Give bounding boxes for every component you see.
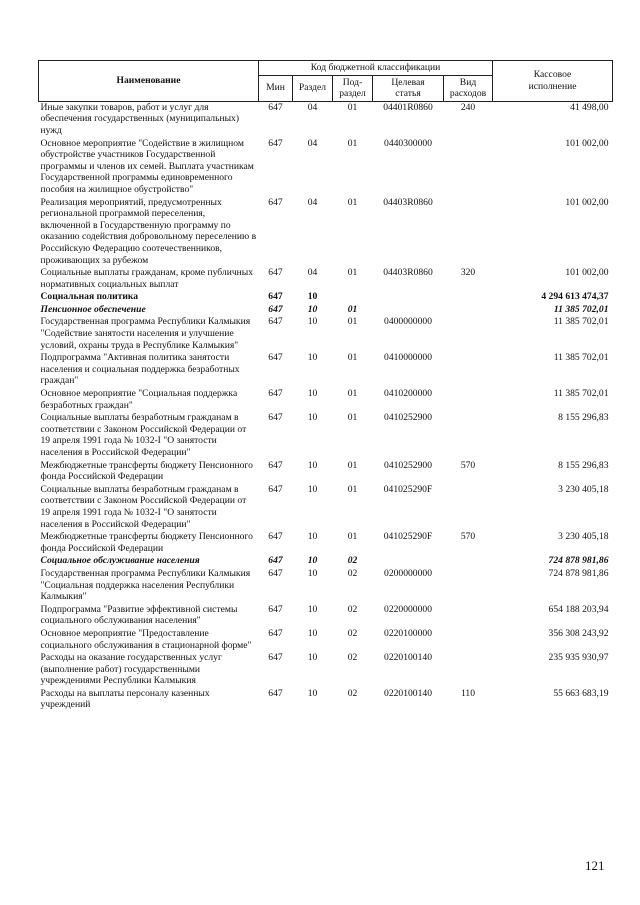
row-vid: 570 (460, 459, 476, 471)
row-name: Иные закупки товаров, работ и услуг для обеспечения государственных (муниципальных) нужд (40, 101, 240, 136)
row-podrazdel: 02 (347, 603, 358, 615)
row-vid (444, 316, 493, 352)
table-row (39, 316, 613, 352)
table-row (39, 555, 613, 568)
table-row (39, 531, 613, 555)
row-sum: 55 663 683,19 (553, 687, 609, 699)
row-min: 647 (268, 459, 283, 471)
row-min: 647 (268, 531, 283, 543)
table-row (39, 484, 613, 531)
header-code-group: Код бюджетной классификации (259, 61, 493, 76)
row-min: 647 (268, 687, 283, 699)
row-razdel: 10 (307, 412, 318, 424)
table-row (39, 688, 613, 712)
row-celevaya (373, 304, 444, 317)
budget-table (38, 60, 613, 712)
row-podrazdel: 01 (347, 137, 358, 149)
row-name: Основное мероприятие "Предоставление социального обслуживания в стационарной форме" (40, 627, 252, 651)
row-sum: 101 002,00 (565, 267, 609, 279)
row-name: Пенсионное обеспечение (40, 303, 146, 315)
row-celevaya: 04401R0860 (383, 101, 433, 113)
row-min: 647 (268, 267, 283, 279)
table-row (39, 138, 613, 197)
header-podrazdel: Под- раздел (333, 75, 373, 101)
header-vid: Вид расходов (444, 75, 493, 101)
row-podrazdel: 01 (347, 388, 358, 400)
row-vid (444, 291, 493, 304)
table-row (39, 628, 613, 652)
header-razdel: Раздел (293, 75, 333, 101)
row-min: 647 (268, 137, 283, 149)
row-sum: 235 935 930,97 (548, 652, 609, 664)
row-sum: 11 385 702,01 (553, 303, 609, 315)
row-razdel: 10 (307, 388, 318, 400)
row-name: Расходы на выплаты персоналу казенных учреждений (40, 687, 210, 711)
row-razdel: 10 (307, 483, 318, 495)
row-razdel: 10 (307, 567, 318, 579)
header-sum: Кассовое исполнение (493, 61, 613, 102)
row-razdel: 04 (307, 267, 318, 279)
row-sum: 8 155 296,83 (558, 459, 609, 471)
row-razdel: 10 (307, 352, 318, 364)
table-row (39, 412, 613, 459)
row-name: Основное мероприятие "Содействие в жилищном обустройстве участников Государственной программы и членов их семей. Выплата участникам Государственной программы единовременного пособия на жилищное обустройство" (40, 137, 254, 195)
row-vid (444, 352, 493, 388)
row-sum: 101 002,00 (565, 196, 609, 208)
row-podrazdel: 01 (347, 196, 358, 208)
row-razdel: 10 (307, 603, 318, 615)
row-sum: 654 188 203,94 (548, 603, 609, 615)
table-row (39, 652, 613, 688)
row-podrazdel: 01 (347, 483, 358, 495)
row-name: Государственная программа Республики Калмыкия "Социальная поддержка населения Республики Калмыкия" (40, 567, 251, 603)
row-sum: 3 230 405,18 (558, 531, 609, 543)
row-vid (444, 484, 493, 531)
row-celevaya: 0220100000 (384, 627, 432, 639)
row-name: Подпрограмма "Развитие эффективной системы социального обслуживания населения" (40, 603, 238, 627)
row-podrazdel: 02 (347, 567, 358, 579)
row-sum: 11 385 702,01 (553, 352, 609, 364)
row-sum: 11 385 702,01 (553, 316, 609, 328)
row-name: Межбюджетные трансферты бюджету Пенсионного фонда Российской Федерации (40, 531, 253, 554)
row-celevaya: 0410252900 (384, 459, 432, 471)
row-podrazdel: 01 (347, 412, 358, 424)
row-razdel: 10 (307, 316, 318, 328)
row-name: Социальные выплаты гражданам, кроме публичных нормативных социальных выплат (40, 267, 254, 290)
row-podrazdel: 01 (347, 352, 358, 364)
row-podrazdel: 02 (347, 687, 358, 699)
budget-table-sheet (38, 60, 612, 712)
row-sum: 356 308 243,92 (548, 627, 609, 639)
row-celevaya: 041025290F (383, 483, 433, 495)
row-name: Социальная политика (40, 291, 139, 303)
row-vid: 110 (460, 687, 476, 699)
row-sum: 41 498,00 (570, 101, 609, 113)
row-podrazdel: 02 (347, 555, 358, 567)
row-razdel: 04 (307, 101, 318, 113)
row-sum: 101 002,00 (565, 137, 609, 149)
row-min: 647 (268, 483, 283, 495)
row-vid (444, 555, 493, 568)
row-vid (444, 568, 493, 604)
table-header (39, 61, 613, 102)
row-name: Социальное обслуживание населения (40, 555, 200, 567)
row-podrazdel: 01 (347, 531, 358, 543)
row-celevaya: 0440300000 (384, 137, 432, 149)
row-vid (444, 197, 493, 268)
row-vid (444, 628, 493, 652)
row-razdel: 10 (307, 459, 318, 471)
row-min: 647 (268, 101, 283, 113)
row-podrazdel: 02 (347, 627, 358, 639)
table-body (39, 101, 613, 712)
row-name: Расходы на оказание государственных услуг (выполнение работ) государственными учреждениями Республики Калмыкия (40, 652, 222, 687)
row-vid: 240 (460, 101, 476, 113)
row-name: Государственная программа Республики Калмыкия "Содействие занятости населения и улучшение условий, охраны труда в Республике Калмыкия" (40, 316, 251, 351)
row-celevaya: 0410252900 (384, 412, 432, 424)
header-min: Мин (259, 75, 293, 101)
table-row (39, 197, 613, 268)
row-razdel: 10 (307, 627, 318, 639)
row-celevaya: 04403R0860 (383, 196, 433, 208)
row-name: Основное мероприятие "Социальная поддержка безработных граждан" (40, 388, 238, 411)
row-min: 647 (268, 388, 283, 400)
row-podrazdel: 01 (347, 459, 358, 471)
row-min: 647 (268, 303, 283, 315)
row-min: 647 (268, 603, 283, 615)
row-celevaya: 04403R0860 (383, 267, 433, 279)
row-sum: 724 878 981,86 (548, 555, 609, 567)
row-sum: 724 878 981,86 (548, 567, 609, 579)
row-celevaya (373, 555, 444, 568)
row-name: Межбюджетные трансферты бюджету Пенсионного фонда Российской Федерации (40, 459, 253, 483)
row-min: 647 (268, 627, 283, 639)
row-podrazdel: 01 (347, 316, 358, 328)
row-name: Реализация мероприятий, предусмотренных региональной программой переселения, включенной в Государственную программу по оказанию содействия добровольному переселению в Российскую Федерацию соотечественников, проживающих за рубежом (40, 196, 257, 266)
row-podrazdel: 01 (347, 303, 358, 315)
table-row (39, 388, 613, 412)
table-row (39, 568, 613, 604)
row-vid: 570 (460, 531, 476, 543)
header-celevaya: Целевая статья (373, 75, 444, 101)
table-row (39, 291, 613, 304)
row-name: Подпрограмма "Активная политика занятости населения и социальная поддержка безработных граждан" (40, 352, 240, 387)
row-min: 647 (268, 291, 283, 303)
row-vid (444, 652, 493, 688)
row-min: 647 (268, 316, 283, 328)
page-number: 121 (585, 858, 605, 873)
row-celevaya: 0200000000 (384, 567, 432, 579)
row-name: Социальные выплаты безработным гражданам в соответствии с Законом Российской Федерации от 19 апреля 1991 года № 1032-I "О занятости населения в Российской Федерации" (40, 483, 247, 530)
row-podrazdel: 01 (347, 101, 358, 113)
row-vid: 320 (460, 267, 476, 279)
row-celevaya: 0410000000 (384, 352, 432, 364)
row-vid (444, 138, 493, 197)
row-sum: 3 230 405,18 (558, 483, 609, 495)
table-row (39, 101, 613, 137)
table-row (39, 304, 613, 317)
row-min: 647 (268, 352, 283, 364)
row-razdel: 10 (307, 555, 318, 567)
row-min: 647 (268, 652, 283, 664)
table-row (39, 267, 613, 291)
row-vid (444, 412, 493, 459)
row-razdel: 10 (307, 291, 318, 303)
row-podrazdel: 01 (347, 267, 358, 279)
row-name: Социальные выплаты безработным гражданам в соответствии с Законом Российской Федерации от 19 апреля 1991 года № 1032-I "О занятости населения в Российской Федерации" (40, 412, 247, 458)
row-sum: 4 294 613 474,37 (541, 291, 609, 303)
header-name: Наименование (39, 61, 259, 102)
row-min: 647 (268, 567, 283, 579)
row-celevaya: 0410200000 (384, 388, 432, 400)
row-min: 647 (268, 412, 283, 424)
row-razdel: 10 (307, 687, 318, 699)
row-sum: 11 385 702,01 (553, 388, 609, 400)
row-vid (444, 604, 493, 628)
row-celevaya: 0220000000 (384, 603, 432, 615)
row-celevaya: 0220100140 (384, 652, 432, 664)
table-row (39, 352, 613, 388)
row-vid (444, 304, 493, 317)
row-razdel: 10 (307, 303, 318, 315)
row-celevaya: 0400000000 (384, 316, 432, 328)
row-min: 647 (268, 555, 283, 567)
row-celevaya (373, 291, 444, 304)
row-vid (444, 388, 493, 412)
row-razdel: 04 (307, 137, 318, 149)
row-celevaya: 0220100140 (384, 687, 432, 699)
row-podrazdel: 02 (347, 652, 358, 664)
table-row (39, 460, 613, 484)
row-min: 647 (268, 196, 283, 208)
row-sum: 8 155 296,83 (558, 412, 609, 424)
row-razdel: 04 (307, 196, 318, 208)
row-razdel: 10 (307, 652, 318, 664)
row-podrazdel (333, 291, 373, 304)
table-row (39, 604, 613, 628)
row-razdel: 10 (307, 531, 318, 543)
row-celevaya: 041025290F (383, 531, 433, 543)
